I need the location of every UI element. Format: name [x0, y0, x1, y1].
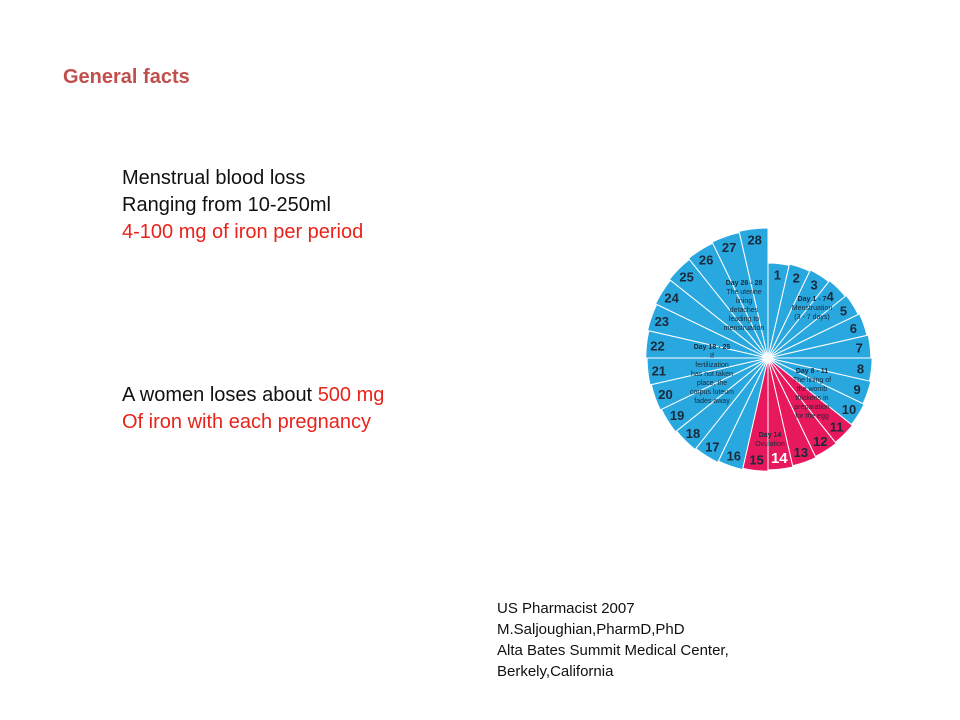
day-label-24: 24 [664, 290, 679, 306]
phase-label-2: Day 8 - 11 The lining of the womb thickens in preparation for the egg [792, 368, 832, 420]
day-label-18: 18 [685, 426, 701, 441]
pregnancy-iron-line [122, 382, 384, 409]
citation-location: Berkely,California [497, 663, 614, 680]
pregnancy-facts [122, 382, 384, 436]
day-label-7: 7 [855, 340, 863, 356]
phase-label-1: Day 1 - 7 Menstruation (3 - 7 days) [791, 296, 833, 321]
day-label-4: 4 [826, 288, 834, 304]
pregnancy-iron-value: 500 mg [317, 384, 385, 406]
day-label-1: 1 [773, 267, 782, 283]
phase-label-4: Day 18 - 25 If fertilization has not taken place, the corpus luteum fades away [690, 344, 734, 405]
citation-author: M.Saljoughian,PharmD,PhD [497, 621, 685, 638]
day-label-19: 19 [669, 408, 685, 424]
citation [497, 598, 729, 682]
day-label-26: 26 [698, 252, 714, 268]
phase-label-5: Day 26 - 28 The uterine lining detaches leading to menstruation [723, 280, 765, 332]
day-label-2: 2 [792, 270, 800, 286]
day-label-9: 9 [853, 382, 861, 398]
day-label-14: 14 [770, 450, 788, 468]
menstrual-cycle-wheel [640, 225, 910, 495]
day-label-20: 20 [658, 386, 673, 402]
pregnancy-iron-prefix: A women loses about [122, 384, 318, 406]
iron-per-period: 4-100 mg of iron per period [122, 221, 364, 243]
day-label-28: 28 [747, 232, 762, 248]
day-label-16: 16 [726, 448, 742, 464]
day-label-15: 15 [749, 452, 764, 468]
wheel-center [765, 355, 771, 361]
slide-title: General facts [63, 66, 190, 88]
day-label-11: 11 [829, 419, 844, 435]
day-label-8: 8 [856, 361, 865, 377]
day-label-6: 6 [849, 321, 858, 337]
citation-institution: Alta Bates Summit Medical Center, [497, 642, 729, 659]
day-label-10: 10 [841, 401, 857, 417]
blood-loss-range: Ranging from 10-250ml [122, 194, 331, 216]
day-label-17: 17 [705, 439, 720, 455]
day-label-13: 13 [793, 445, 809, 460]
day-label-5: 5 [839, 303, 848, 319]
day-label-25: 25 [679, 269, 694, 285]
day-label-23: 23 [654, 313, 670, 329]
day-label-12: 12 [813, 434, 828, 450]
blood-loss-facts [122, 165, 363, 246]
day-label-21: 21 [651, 363, 667, 379]
citation-source: US Pharmacist 2007 [497, 600, 635, 617]
day-label-3: 3 [810, 277, 818, 293]
blood-loss-heading: Menstrual blood loss [122, 167, 306, 189]
pregnancy-iron-suffix: Of iron with each pregnancy [122, 411, 372, 433]
day-label-22: 22 [650, 338, 665, 354]
day-label-27: 27 [721, 239, 737, 255]
phase-label-3: Day 14 Ovulation [755, 432, 785, 448]
